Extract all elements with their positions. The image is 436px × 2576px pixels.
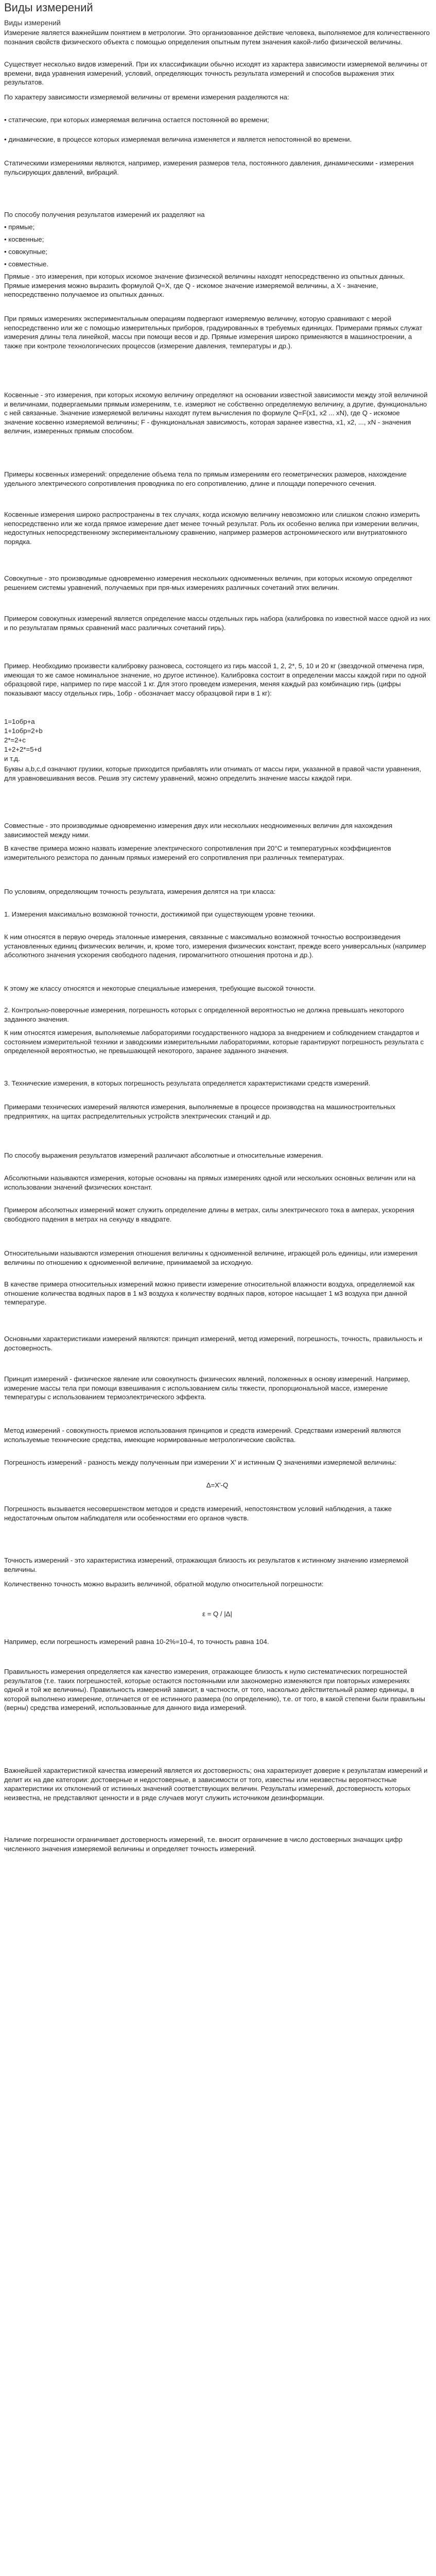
equation-line: 1+1обр=2+b [4, 727, 43, 735]
paragraph: К ним относятся в первую очередь эталонные измерения, связанные с максимально возможной точностью воспроизведения установленных единиц физических величин, и, кроме того, измерения физических констант, прежде всего универсальных (например абсолютного значения ускорения свободного падения, гиромагнитного отношения протона и др.). [4, 933, 426, 959]
paragraph: По способу выражения результатов измерений различают абсолютные и относительные измерения. [4, 1151, 323, 1159]
paragraph: Правильность измерения определяется как качество измерения, отражающее близость к нулю систематических погрешностей результатов (т.е. таких погрешностей, которые остаются постоянными или закономерно изменяются при повторных измерениях одной и той же величины). Правильность измерений зависит, в частности, от того, насколько действительный размер единицы, в которой выполнено измерение, отличается от ее истинного размера (по определению), т.е. от того, в какой степени были правильны (верны) средства измерений, использованные для данного вида измерений. [4, 1668, 425, 1712]
equation-line: 2*=2+c [4, 736, 26, 744]
paragraph: По условиям, определяющим точность результата, измерения делятся на три класса: [4, 888, 276, 895]
equation-line: и т.д. [4, 755, 20, 762]
paragraph: В качестве примера относительных измерений можно привести измерение относительной влажности воздуха, определяемой как отношение количества водяных паров в 1 м3 воздуха к количеству водяных паров, которое насыщает 1 м3 воздуха при данной температуре. [4, 1280, 415, 1307]
paragraph: 2. Контрольно-поверочные измерения, погрешность которых с определенной вероятностью не должна превышать некоторого заданного значения. [4, 1006, 404, 1023]
paragraph: В качестве примера можно назвать измерение электрического сопротивления при 20°С и температурных коэффициентов измерительного резистора по данным прямых измерений его сопротивления при различных температурах. [4, 844, 391, 861]
paragraph: Примеры косвенных измерений: определение объема тела по прямым измерениям его геометрических размеров, нахождение удельного электрического сопротивления проводника по его сопротивлению, длине и площади поперечного сечения. [4, 470, 407, 487]
paragraph: Погрешность измерений - разность между полученным при измерении X' и истинным Q значениями измеряемой величины: [4, 1459, 397, 1466]
section-subtitle: Виды измерений [4, 19, 61, 27]
list-item: • динамические, в процессе которых измеряемая величина изменяется и является непостоянной во времени. [4, 135, 352, 143]
equation-line: 1=1обр+a [4, 718, 35, 725]
paragraph: Точность измерений - это характеристика измерений, отражающая близость их результатов к истинному значению измеряемой величины. [4, 1556, 409, 1573]
paragraph: Существует несколько видов измерений. При их классификации обычно исходят из характера зависимости измеряемой величины от времени, вида уравнения измерений, условий, определяющих точность результата измерений и способов выражения этих результатов. [4, 60, 428, 87]
list-item: • косвенные; [4, 235, 44, 243]
paragraph: К этому же классу относятся и некоторые специальные измерения, требующие высокой точности. [4, 985, 316, 992]
paragraph: Примерами технических измерений являются измерения, выполняемые в процессе производства на машиностроительных предприятиях, на щитах распределительных устройств электрических станций и др. [4, 1103, 396, 1120]
paragraph: Статическими измерениями являются, например, измерения размеров тела, постоянного давления, динамическими - измерения пульсирующих давлений, вибраций. [4, 159, 414, 176]
paragraph: 1. Измерения максимально возможной точности, достижимой при существующем уровне техники. [4, 910, 316, 918]
formula: Δ=X'-Q [206, 1481, 229, 1489]
paragraph: Метод измерений - совокупность приемов использования принципов и средств измерений. Средствами измерений являются используемые технические средства, имеющие нормированные метрологические свойства. [4, 1427, 401, 1444]
paragraph: Наличие погрешности ограничивает достоверность измерений, т.е. вносит ограничение в число достоверных значащих цифр численного значения измеряемой величины и определяет точность измерений. [4, 1836, 403, 1853]
paragraph: Прямые - это измерения, при которых искомое значение физической величины находят непосредственно из опытных данных. Прямые измерения можно выразить формулой Q=X, где Q - искомое значение измеряемой величины, а X - значение, непосредственно получаемое из опытных данных. [4, 273, 405, 299]
paragraph: При прямых измерениях экспериментальным операциям подвергают измеряемую величину, которую сравнивают с мерой непосредственно или же с помощью измерительных приборов, градуированных в требуемых единицах. Примерами прямых служат измерения длины тела линейкой, массы при помощи весов и др. Прямые измерения широко применяются в машиностроении, а также при контроле технологических процессов (измерение давления, температуры и др.). [4, 315, 423, 350]
list-item: • прямые; [4, 223, 35, 231]
paragraph: 3. Технические измерения, в которых погрешность результата определяется характеристиками средств измерений. [4, 1079, 371, 1087]
paragraph: Измерение является важнейшим понятием в метрологии. Это организованное действие человека, выполняемое для количественного познания свойств физического объекта с помощью определения опытным путем значения какой-либо физической величины. [4, 29, 430, 46]
page-title: Виды измерений [4, 1, 93, 14]
paragraph: Косвенные - это измерения, при которых искомую величину определяют на основании известной зависимости между этой величиной и величинами, подвергаемыми прямым измерениям, т.е. измеряют не собственно определяемую величину, а другие, функционально с ней связанные. Значение измеряемой величины находят путем вычисления по формуле Q=F(x1, x2 ... xN), где Q - искомое значение косвенно измеряемой величины; F - функциональная зависимость, которая заранее известна, x1, x2, ..., xN - значения величин, измеренных прямым способом. [4, 391, 428, 435]
paragraph: Совместные - это производимые одновременно измерения двух или нескольких неодноименных величин для нахождения зависимостей между ними. [4, 822, 393, 839]
paragraph: Важнейшей характеристикой качества измерений является их достоверность; она характеризует доверие к результатам измерений и делит их на две категории: достоверные и недостоверные, в зависимости от того, известны или неизвестны вероятностные характеристики их отклонений от истинных значений соответствующих величин. Результаты измерений, достоверность которых неизвестна, не представляют ценности и в ряде случаев могут служить источником дезинформации. [4, 1767, 428, 1802]
paragraph: Основными характеристиками измерений являются: принцип измерений, метод измерений, погрешность, точность, правильность и достоверность. [4, 1335, 423, 1352]
paragraph: По способу получения результатов измерений их разделяют на [4, 211, 205, 218]
paragraph: Например, если погрешность измерений равна 10-2%=10-4, то точность равна 104. [4, 1638, 269, 1646]
paragraph: Погрешность вызывается несовершенством методов и средств измерений, непостоянством условий наблюдения, а также недостаточным опытом наблюдателя или особенностями его органов чувств. [4, 1505, 392, 1522]
list-item: • совместные. [4, 260, 49, 268]
paragraph: Примером абсолютных измерений может служить определение длины в метрах, силы электрического тока в амперах, ускорения свободного падения в метрах на секунду в квадрате. [4, 1206, 414, 1223]
paragraph: Косвенные измерения широко распространены в тех случаях, когда искомую величину невозможно или слишком сложно измерить непосредственно или же когда прямое измерение дает менее точный результат. Роль их особенно велика при измерении величин, недоступных непосредственному экспериментальному сравнению, например размеров астрономического или внутриатомного порядка. [4, 511, 420, 546]
formula: ε = Q / |Δ| [202, 1610, 232, 1618]
paragraph: Пример. Необходимо произвести калибровку разновеса, состоящего из гирь массой 1, 2, 2*, 5, 10 и 20 кг (звездочкой отмечена гиря, имеющая то же самое номинальное значение, но другое истинное). Калибровка состоит в определении массы каждой гири по одной образцовой гире, например по гире массой 1 кг. Для этого проведем измерения, меняя каждый раз комбинацию гирь (цифры показывают массу отдельных гирь, 1обр - обозначает массу образцовой гири в 1 кг): [4, 662, 426, 697]
paragraph: Примером совокупных измерений является определение массы отдельных гирь набора (калибровка по известной массе одной из них и по результатам прямых сравнений масс различных сочетаний гирь). [4, 615, 430, 632]
equation-line: 1+2+2*=5+d [4, 745, 42, 753]
list-item: • статические, при которых измеряемая величина остается постоянной во времени; [4, 116, 269, 124]
paragraph: Совокупные - это производимые одновременно измерения нескольких одноименных величин, при которых искомую определяют решением системы уравнений, получаемых при пря-мых измерениях различных сочетаний этих величин. [4, 574, 412, 591]
paragraph: Принцип измерений - физическое явление или совокупность физических явлений, положенных в основу измерений. Например, измерение массы тела при помощи взвешивания с использованием силы тяжести, пропорциональной массе, измерение температуры с использованием термоэлектрического эффекта. [4, 1375, 410, 1401]
paragraph: По характеру зависимости измеряемой величины от времени измерения разделяются на: [4, 93, 289, 101]
paragraph: Абсолютными называются измерения, которые основаны на прямых измерениях одной или нескольких основных величин или на использовании значений физических констант. [4, 1174, 415, 1191]
paragraph: К ним относятся измерения, выполняемые лабораториями государственного надзора за внедрением и соблюдением стандартов и состоянием измерительной техники и заводскими измерительными лабораториями, которые гарантируют погрешность результата с определенной вероятностью, не превышающей некоторого, заранее заданного значения. [4, 1029, 424, 1055]
paragraph: Количественно точность можно выразить величиной, обратной модулю относительной погрешности: [4, 1580, 324, 1588]
paragraph: Относительными называются измерения отношения величины к одноименной величине, играющей роль единицы, или измерения величины по отношению к одноименной величине, принимаемой за исходную. [4, 1249, 418, 1266]
list-item: • совокупные; [4, 248, 47, 256]
paragraph: Буквы a,b,c,d означают грузики, которые приходится прибавлять или отнимать от массы гири, указанной в правой части уравнения, для уравновешивания весов. Решив эту систему уравнений, можно определить значение массы каждой гири. [4, 765, 421, 782]
